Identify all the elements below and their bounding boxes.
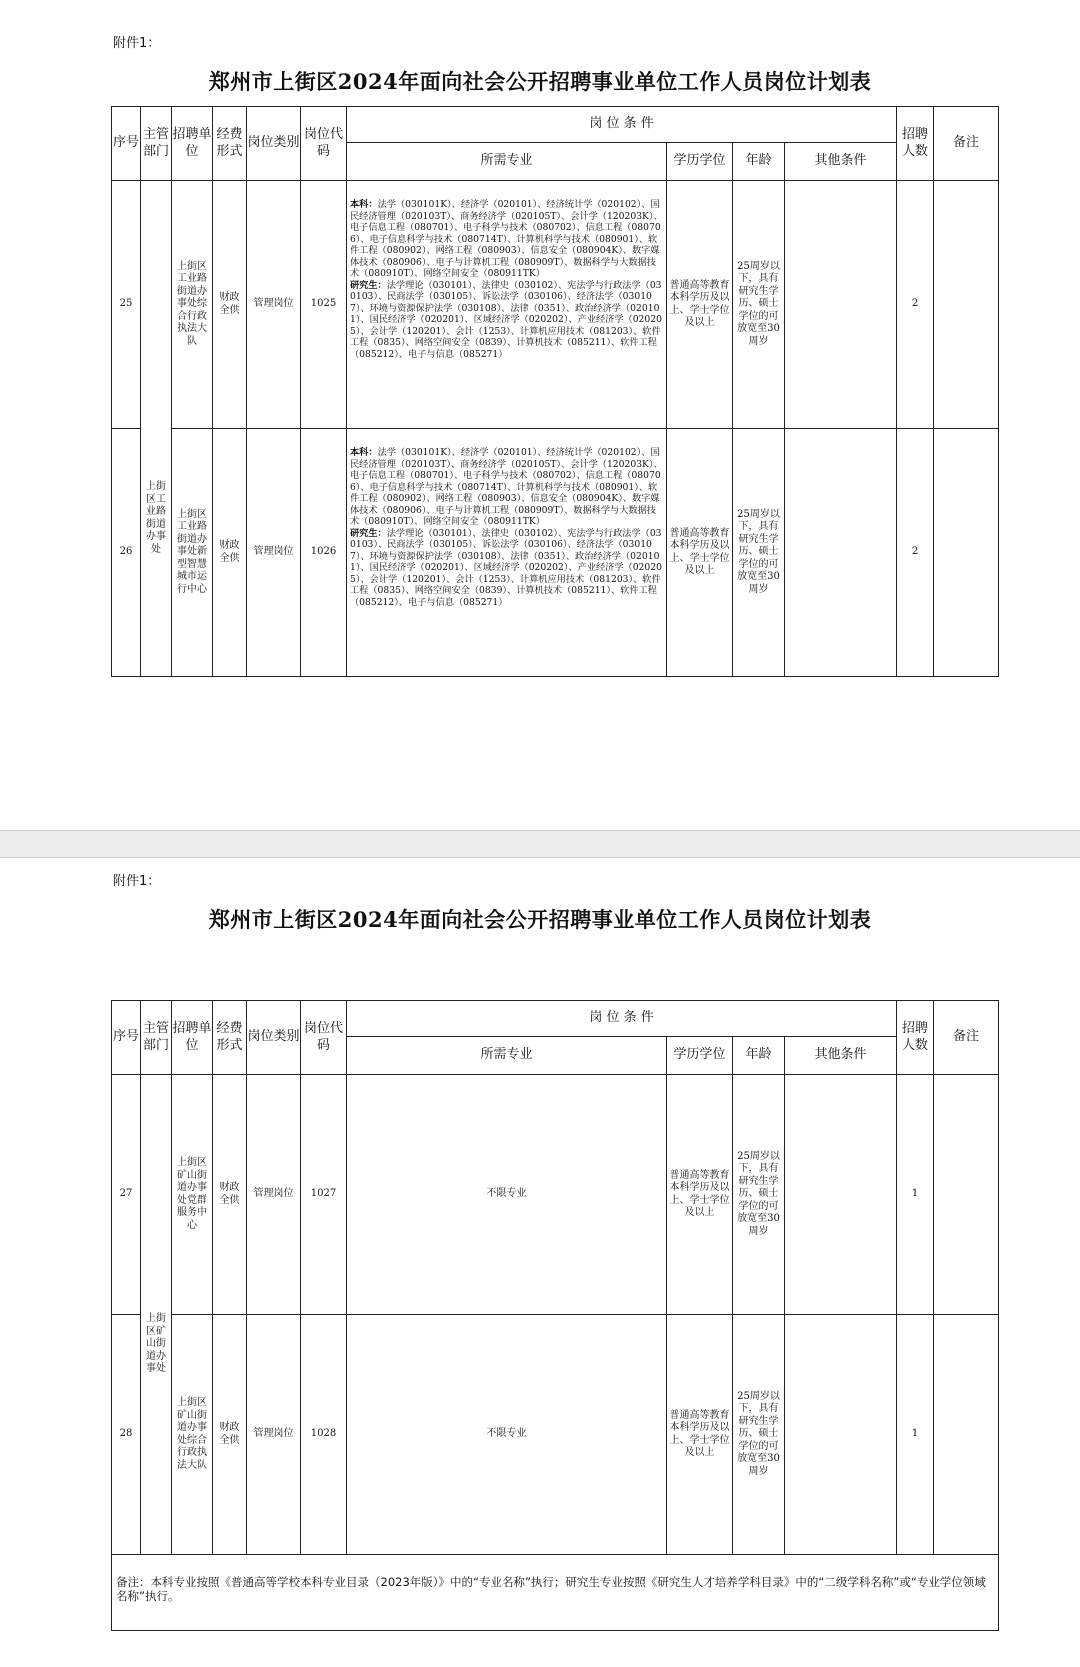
row-other	[785, 181, 897, 429]
row-count: 2	[897, 429, 934, 677]
row-age: 25周岁以下，具有研究生学历、硕士学位的可放宽至30周岁	[733, 1075, 785, 1315]
header-code: 岗位代码	[301, 107, 347, 181]
major-undergrad-label: 本科：	[350, 447, 378, 458]
row-code: 1025	[301, 181, 347, 429]
header-seq: 序号	[112, 1001, 141, 1075]
table-row	[112, 1075, 999, 1315]
header-other: 其他条件	[785, 143, 897, 181]
row-count: 1	[897, 1075, 934, 1315]
recruitment-table	[111, 1000, 999, 1631]
table-row	[112, 1315, 999, 1555]
row-edu: 普通高等教育本科学历及以上、学士学位及以上	[667, 1075, 733, 1315]
document-page-1	[0, 0, 1080, 830]
row-seq: 26	[112, 429, 141, 677]
row-other	[785, 1315, 897, 1555]
row-other	[785, 429, 897, 677]
row-funding: 财政全供	[213, 181, 247, 429]
header-conditions: 岗 位 条 件	[347, 1001, 897, 1037]
row-count: 2	[897, 181, 934, 429]
header-dept: 主管部门	[141, 1001, 172, 1075]
row-type: 管理岗位	[247, 181, 301, 429]
row-dept: 上街区矿山街道办事处	[141, 1075, 172, 1555]
header-funding: 经费形式	[213, 1001, 247, 1075]
header-major: 所需专业	[347, 1037, 667, 1075]
header-seq: 序号	[112, 107, 141, 181]
header-code: 岗位代码	[301, 1001, 347, 1075]
header-unit: 招聘单位	[172, 1001, 213, 1075]
major-grad: 法学理论（030101）、法律史（030102）、宪法学与行政法学（030103）、民商法学（030105）、诉讼法学（030106）、经济法学（030107）、环境与资源保护法学（030108）、法律（0351）、政治经济学（020101）、国民经济学（020201）、区域经济学（020202）、产业经济学（020205）、会计学（120201）、会计（1253）、计算机应用技术（081203）、软件工程（0835）、网络空间安全（0839）、计算机技术（085211）、软件工程（085212）、电子与信息（085271）	[350, 527, 662, 608]
row-edu: 普通高等教育本科学历及以上、学士学位及以上	[667, 181, 733, 429]
header-count: 招聘人数	[897, 107, 934, 181]
table-row	[112, 181, 999, 429]
table-footnote: 备注：本科专业按照《普通高等学校本科专业目录（2023年版）》中的“专业名称”执行；研究生专业按照《研究生人才培养学科目录》中的“二级学科名称”或“专业学位领域名称”执行。	[112, 1555, 999, 1631]
row-major	[347, 181, 667, 429]
major-grad-label: 研究生：	[350, 527, 387, 539]
row-unit: 上街区工业路街道办事处新型智慧城市运行中心	[172, 429, 213, 677]
header-other: 其他条件	[785, 1037, 897, 1075]
row-seq: 27	[112, 1075, 141, 1315]
row-major: 不限专业	[347, 1075, 667, 1315]
header-type: 岗位类别	[247, 107, 301, 181]
row-funding: 财政全供	[213, 1075, 247, 1315]
major-undergrad: 法学（030101K）、经济学（020101）、经济统计学（020102）、国民经济管理（020103T）、商务经济学（020105T）、会计学（120203K）、电子信息工程（080701）、电子科学与技术（080702）、信息工程（080706）、电子信息科学与技术（080714T）、计算机科学与技术（080901）、软件工程（080902）、网络工程（080903）、信息安全（080904K）、数字媒体技术（080906）、电子与计算机工程（080909T）、数据科学与大数据技术（080910T）、网络空间安全（080911TK）	[350, 447, 663, 527]
major-grad-label: 研究生：	[350, 279, 387, 291]
row-dept: 上街区工业路街道办事处	[141, 181, 172, 677]
row-edu: 普通高等教育本科学历及以上、学士学位及以上	[667, 1315, 733, 1555]
row-code: 1027	[301, 1075, 347, 1315]
row-other	[785, 1075, 897, 1315]
major-undergrad-label: 本科：	[350, 199, 378, 210]
attachment-label: 附件1：	[113, 874, 161, 889]
row-remark	[934, 1315, 999, 1555]
header-conditions: 岗 位 条 件	[347, 107, 897, 143]
header-edu: 学历学位	[667, 143, 733, 181]
table-row	[112, 429, 999, 677]
row-seq: 28	[112, 1315, 141, 1555]
row-remark	[934, 429, 999, 677]
row-type: 管理岗位	[247, 1315, 301, 1555]
header-unit: 招聘单位	[172, 107, 213, 181]
header-type: 岗位类别	[247, 1001, 301, 1075]
header-age: 年龄	[733, 1037, 785, 1075]
header-remark: 备注	[934, 107, 999, 181]
row-unit: 上街区矿山街道办事处综合行政执法大队	[172, 1315, 213, 1555]
row-major	[347, 429, 667, 677]
page-separator	[0, 830, 1080, 858]
row-edu: 普通高等教育本科学历及以上、学士学位及以上	[667, 429, 733, 677]
row-unit: 上街区工业路街道办事处综合行政执法大队	[172, 181, 213, 429]
document-title: 郑州市上街区2024年面向社会公开招聘事业单位工作人员岗位计划表	[208, 907, 872, 932]
row-age: 25周岁以下，具有研究生学历、硕士学位的可放宽至30周岁	[733, 1315, 785, 1555]
header-age: 年龄	[733, 143, 785, 181]
header-funding: 经费形式	[213, 107, 247, 181]
row-remark	[934, 1075, 999, 1315]
row-funding: 财政全供	[213, 429, 247, 677]
row-count: 1	[897, 1315, 934, 1555]
row-type: 管理岗位	[247, 1075, 301, 1315]
row-code: 1028	[301, 1315, 347, 1555]
attachment-label: 附件1：	[113, 36, 161, 51]
row-unit: 上街区矿山街道办事处党群服务中心	[172, 1075, 213, 1315]
header-count: 招聘人数	[897, 1001, 934, 1075]
header-dept: 主管部门	[141, 107, 172, 181]
row-age: 25周岁以下，具有研究生学历、硕士学位的可放宽至30周岁	[733, 181, 785, 429]
major-undergrad: 法学（030101K）、经济学（020101）、经济统计学（020102）、国民经济管理（020103T）、商务经济学（020105T）、会计学（120203K）、电子信息工程（080701）、电子科学与技术（080702）、信息工程（080706）、电子信息科学与技术（080714T）、计算机科学与技术（080901）、软件工程（080902）、网络工程（080903）、信息安全（080904K）、数字媒体技术（080906）、电子与计算机工程（080909T）、数据科学与大数据技术（080910T）、网络空间安全（080911TK）	[350, 199, 663, 279]
row-type: 管理岗位	[247, 429, 301, 677]
header-remark: 备注	[934, 1001, 999, 1075]
row-code: 1026	[301, 429, 347, 677]
row-age: 25周岁以下，具有研究生学历、硕士学位的可放宽至30周岁	[733, 429, 785, 677]
header-edu: 学历学位	[667, 1037, 733, 1075]
document-title: 郑州市上街区2024年面向社会公开招聘事业单位工作人员岗位计划表	[208, 69, 872, 94]
header-major: 所需专业	[347, 143, 667, 181]
row-funding: 财政全供	[213, 1315, 247, 1555]
major-grad: 法学理论（030101）、法律史（030102）、宪法学与行政法学（030103）、民商法学（030105）、诉讼法学（030106）、经济法学（030107）、环境与资源保护法学（030108）、法律（0351）、政治经济学（020101）、国民经济学（020201）、区域经济学（020202）、产业经济学（020205）、会计学（120201）、会计（1253）、计算机应用技术（081203）、软件工程（0835）、网络空间安全（0839）、计算机技术（085211）、软件工程（085212）、电子与信息（085271）	[350, 279, 662, 360]
recruitment-table	[111, 106, 999, 677]
document-page-2	[0, 858, 1080, 1667]
row-seq: 25	[112, 181, 141, 429]
row-remark	[934, 181, 999, 429]
row-major: 不限专业	[347, 1315, 667, 1555]
